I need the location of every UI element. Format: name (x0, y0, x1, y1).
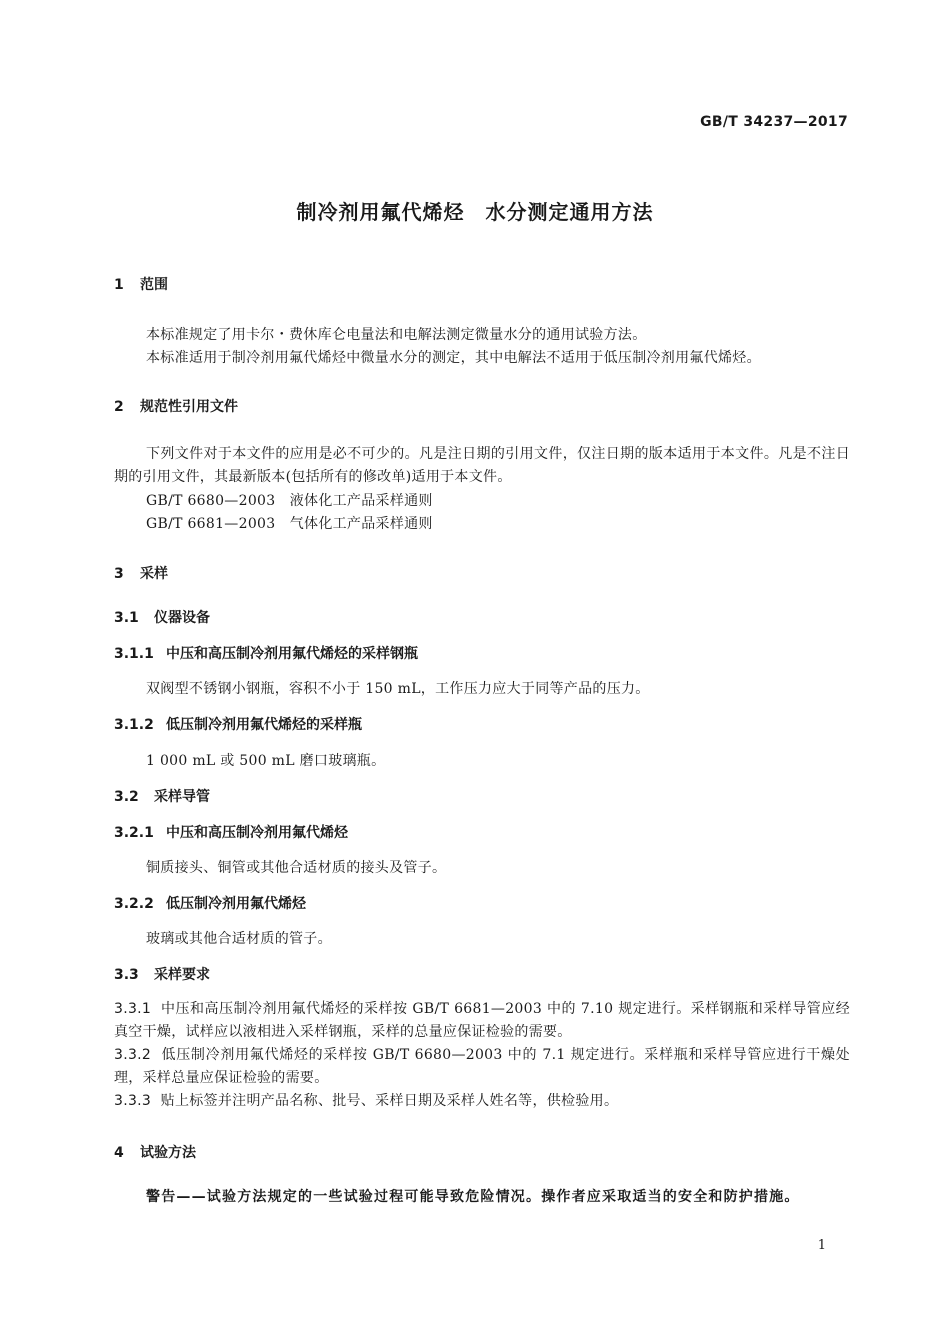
section-2-paragraph (114, 443, 850, 489)
section-3-1-2-heading (114, 714, 362, 734)
section-2-heading (114, 396, 238, 416)
section-1-heading (114, 274, 168, 294)
section-number: 1 (114, 277, 124, 293)
section-title: 采样要求 (154, 967, 210, 983)
section-3-1-2-text: 1 000 mL 或 500 mL 磨口玻璃瓶。 (146, 753, 386, 769)
document-title: 制冷剂用氟代烯烃 水分测定通用方法 (296, 200, 654, 224)
section-number: 4 (114, 1145, 124, 1161)
normative-intro-text: 下列文件对于本文件的应用是必不可少的。凡是注日期的引用文件，仅注日期的版本适用于本文件。凡是不注日期的引用文件，其最新版本(包括所有的修改单)适用于本文件。 (114, 446, 850, 485)
section-3-2-heading (114, 786, 210, 806)
section-3-3-heading (114, 964, 210, 984)
section-number: 3.2 (114, 789, 139, 805)
section-3-2-1-heading (114, 822, 348, 842)
standard-code: GB/T 34237—2017 (700, 114, 848, 130)
section-4-warning (114, 1186, 850, 1209)
section-number: 3.2.2 (114, 896, 154, 912)
section-number: 3.1 (114, 610, 139, 626)
clause-text: 中压和高压制冷剂用氟代烯烃的采样按 GB/T 6681—2003 中的 7.10 规定进行。采样钢瓶和采样导管应经真空干燥，试样应以液相进入采样钢瓶，采样的总量应保证检验的需要。 (114, 1001, 850, 1040)
section-title: 采样 (140, 566, 168, 582)
section-number: 2 (114, 399, 124, 415)
section-3-2-1-text: 铜质接头、铜管或其他合适材质的接头及管子。 (146, 860, 447, 876)
reference-gbt-6680: GB/T 6680—2003 液体化工产品采样通则 (146, 493, 433, 509)
reference-gbt-6681: GB/T 6681—2003 气体化工产品采样通则 (146, 516, 433, 532)
section-title: 中压和高压制冷剂用氟代烯烃 (166, 825, 348, 841)
section-1-paragraph-1: 本标准规定了用卡尔・费休库仑电量法和电解法测定微量水分的通用试验方法。 (146, 327, 647, 343)
section-title: 低压制冷剂用氟代烯烃 (166, 896, 306, 912)
section-3-1-1-text: 双阀型不锈钢小钢瓶，容积不小于 150 mL，工作压力应大于同等产品的压力。 (146, 681, 650, 697)
clause-number: 3.3.3 (114, 1093, 152, 1109)
section-3-2-2-heading (114, 893, 306, 913)
section-3-2-2-text: 玻璃或其他合适材质的管子。 (146, 931, 332, 947)
section-3-1-heading (114, 607, 210, 627)
section-3-3-3-clause (114, 1090, 850, 1113)
section-title: 试验方法 (140, 1145, 196, 1161)
section-number: 3.1.1 (114, 646, 154, 662)
section-3-3-1-clause (114, 998, 850, 1044)
section-3-1-1-heading (114, 643, 418, 663)
section-title: 仪器设备 (154, 610, 210, 626)
section-1-paragraph-2: 本标准适用于制冷剂用氟代烯烃中微量水分的测定，其中电解法不适用于低压制冷剂用氟代烯烃。 (146, 350, 761, 366)
section-title: 中压和高压制冷剂用氟代烯烃的采样钢瓶 (166, 646, 418, 662)
section-4-heading (114, 1142, 196, 1162)
clause-text: 低压制冷剂用氟代烯烃的采样按 GB/T 6680—2003 中的 7.1 规定进行。采样瓶和采样导管应进行干燥处理，采样总量应保证检验的需要。 (114, 1047, 850, 1086)
clause-number: 3.3.1 (114, 1001, 152, 1017)
section-3-3-2-clause (114, 1044, 850, 1090)
section-title: 规范性引用文件 (140, 399, 238, 415)
section-title: 采样导管 (154, 789, 210, 805)
section-number: 3.1.2 (114, 717, 154, 733)
section-number: 3.2.1 (114, 825, 154, 841)
warning-text: 警告——试验方法规定的一些试验过程可能导致危险情况。操作者应采取适当的安全和防护措施。 (146, 1189, 800, 1205)
section-number: 3.3 (114, 967, 139, 983)
clause-number: 3.3.2 (114, 1047, 152, 1063)
section-3-heading (114, 563, 168, 583)
section-title: 范围 (140, 277, 168, 293)
section-title: 低压制冷剂用氟代烯烃的采样瓶 (166, 717, 362, 733)
page-number: 1 (817, 1238, 826, 1253)
section-number: 3 (114, 566, 124, 582)
clause-text: 贴上标签并注明产品名称、批号、采样日期及采样人姓名等，供检验用。 (160, 1093, 619, 1109)
